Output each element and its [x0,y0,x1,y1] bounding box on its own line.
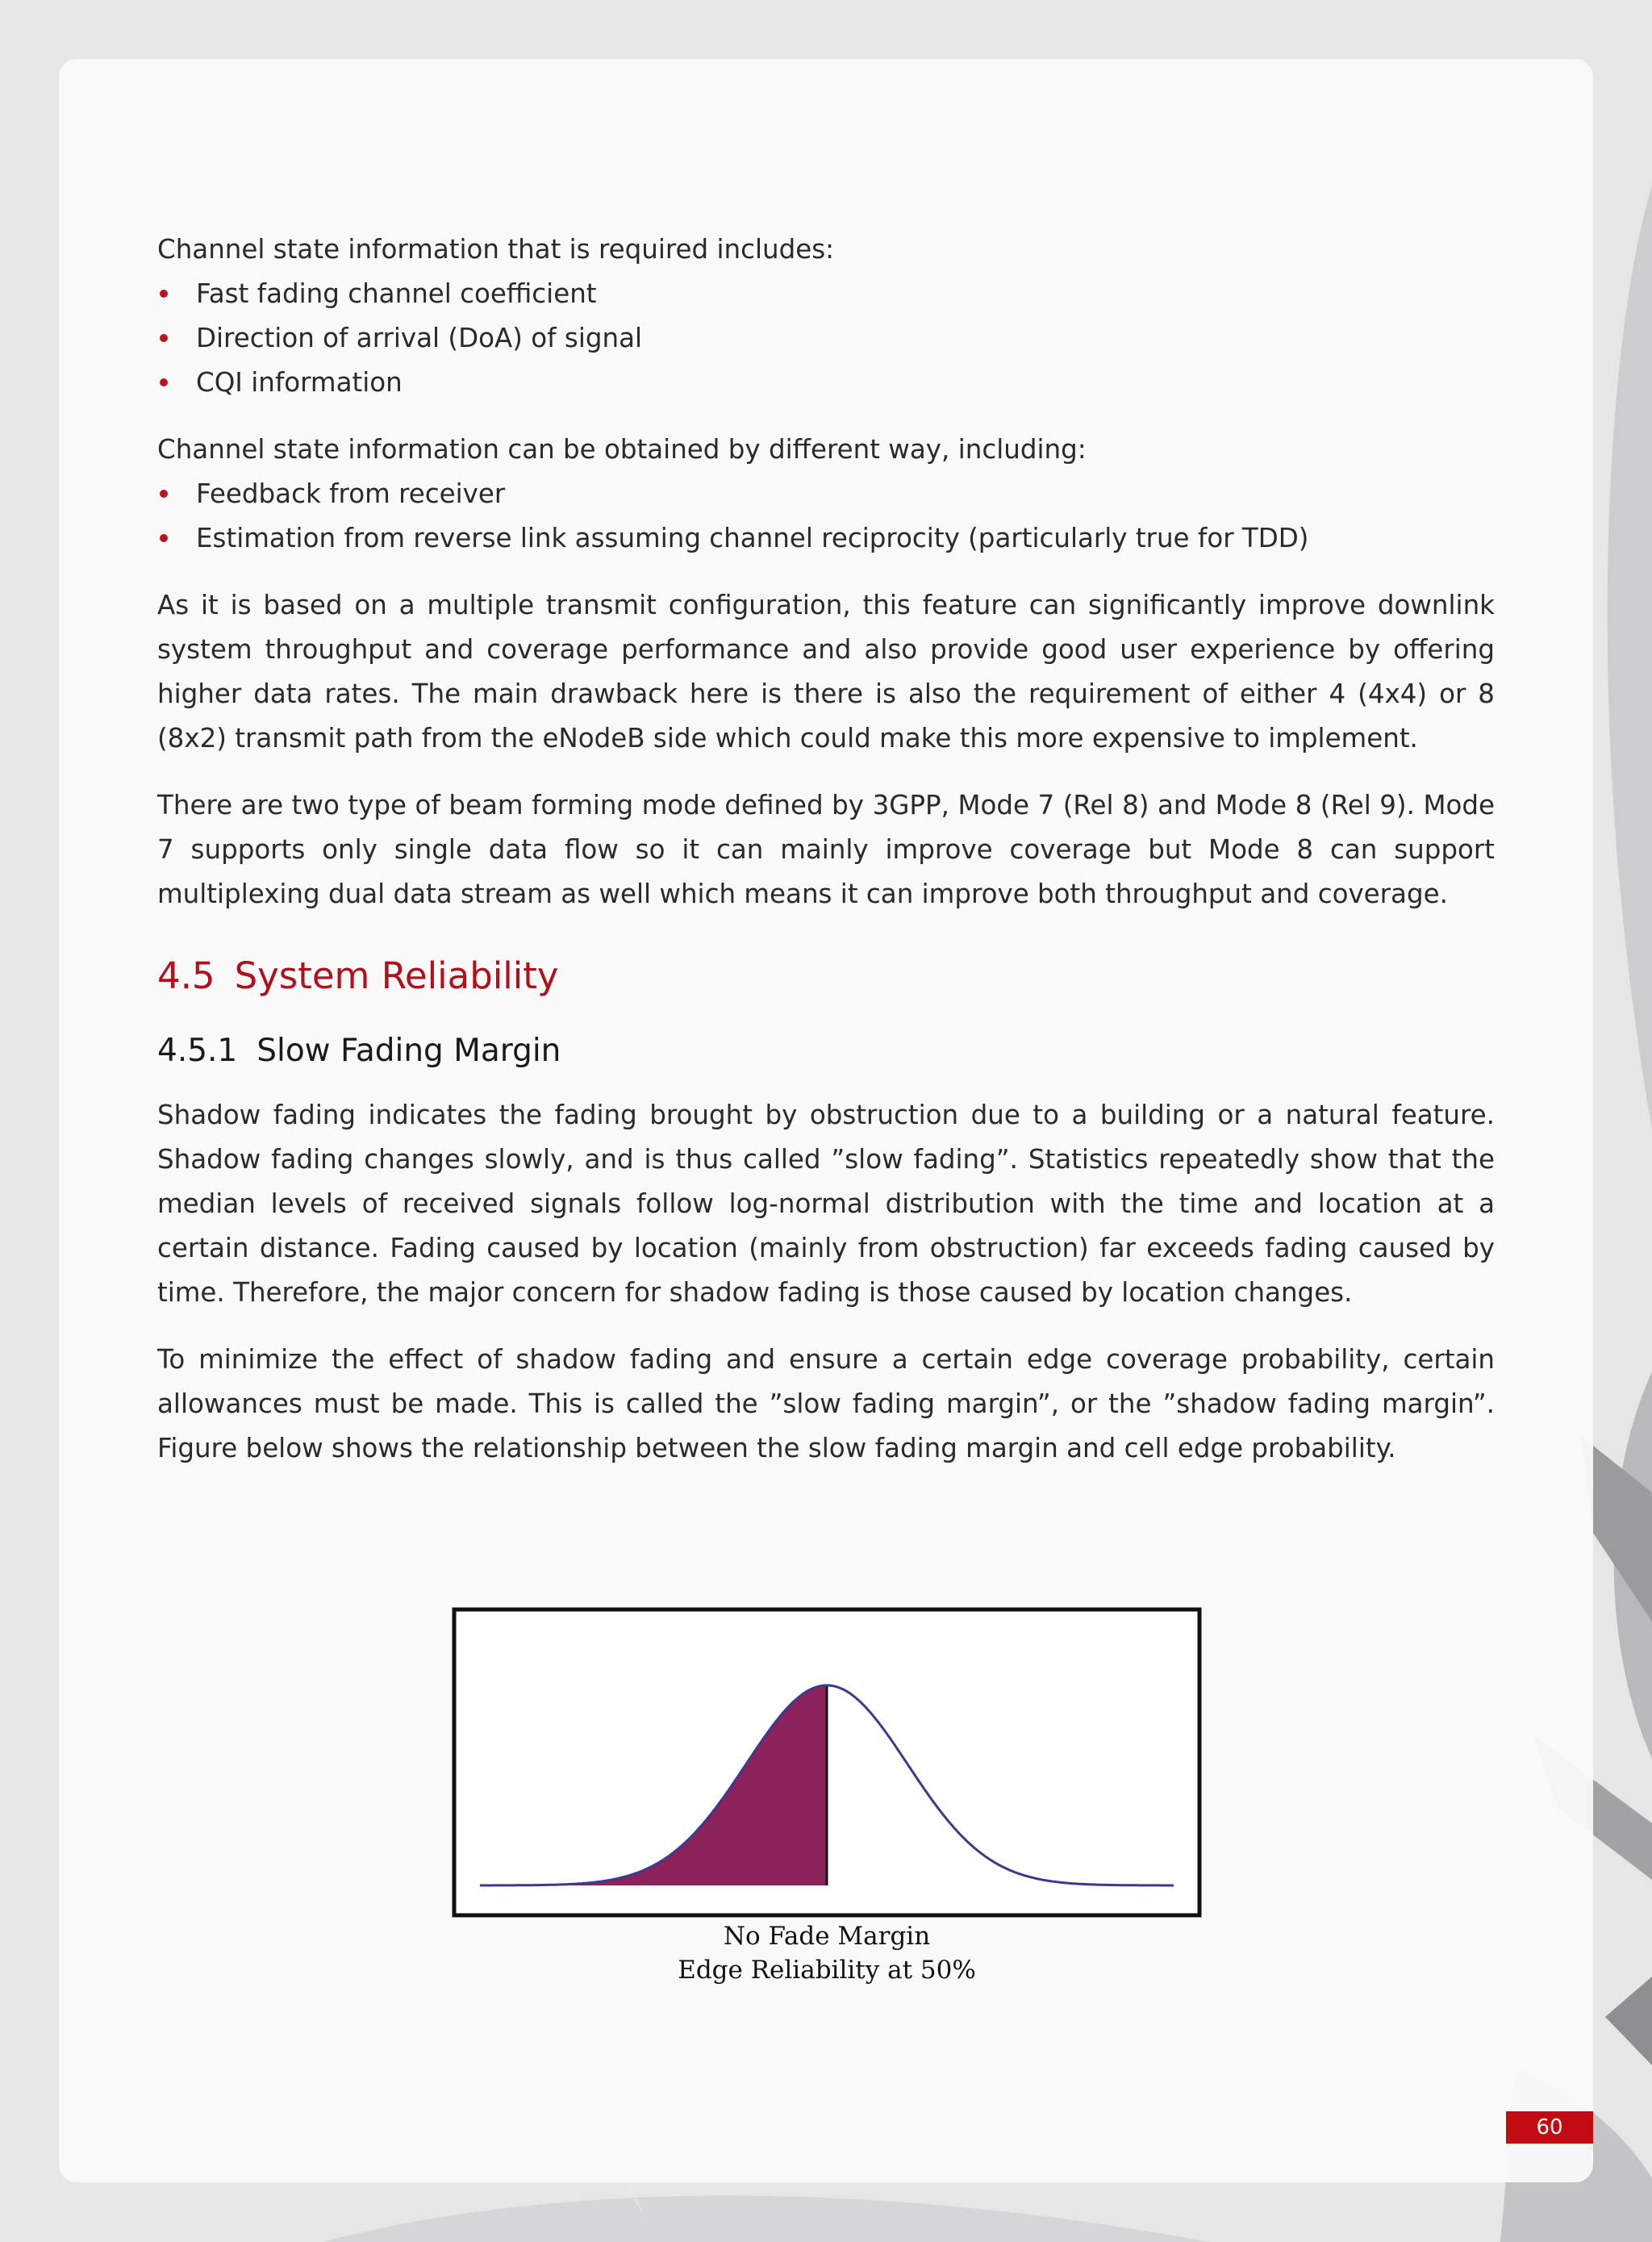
beamforming-modes-paragraph: There are two type of beam forming mode defined by 3GPP, Mode 7 (Rel 8) and Mode 8 (Rel 9). Mode 7 supports only single data flow so it can mainly improve coverage but Mode 8 can support multiplexing dual data stream as well which means it can improve both throughput and coverage. [157,790,1495,909]
normal-distribution-plot [452,1607,1202,1918]
list-item [157,361,1495,405]
bullet-icon [160,334,168,342]
caption-line-2: Edge Reliability at 50% [678,1956,976,1985]
fading-margin-paragraph: To minimize the effect of shadow fading and ensure a certain edge coverage probability, certain allowances must be made. This is called the ”slow fading margin”, or the ”shadow fading margin”. Figure below shows the relationship between the slow fading margin and cell edge probability. [157,1344,1495,1463]
list-item [157,272,1495,316]
subsection-number: 4.5.1 [157,1033,238,1069]
csi-required-heading: Channel state information that is required includes: [157,234,835,265]
bullet-icon [160,290,168,298]
subsection-heading [157,1029,1495,1073]
bullet-icon [160,534,168,542]
csi-obtained-heading: Channel state information can be obtained by different way, including: [157,434,1087,465]
configuration-paragraph: As it is based on a multiple transmit configuration, this feature can significantly improve downlink system throughput and coverage performance and also provide good user experience by offering higher data rates. The main drawback here is there is also the requirement of either 4 (4x4) or 8 (8x2) transmit path from the eNodeB side which could make this more expensive to implement. [157,590,1495,754]
shadow-fading-paragraph: Shadow fading indicates the fading brought by obstruction due to a building or a natural feature. Shadow fading changes slowly, and is thus called ”slow fading”. Statistics repeatedly show that the median levels of received signals follow log-normal distribution with the time and location at a certain distance. Fading caused by location (mainly from obstruction) far exceeds fading caused by time. Therefore, the major concern for shadow fading is those caused by location changes. [157,1100,1495,1308]
list-item-text: Feedback from receiver [196,478,506,509]
section-heading [157,952,1495,1000]
page-number-badge: 60 [1506,2111,1593,2144]
list-item [157,316,1495,361]
caption-line-1: No Fade Margin [723,1922,931,1951]
list-item-text: Direction of arrival (DoA) of signal [196,323,643,353]
figure-caption [452,1919,1202,1987]
page-content [157,228,1495,1471]
list-item [157,516,1495,561]
subsection-title: Slow Fading Margin [257,1033,561,1069]
list-item [157,472,1495,516]
list-item-text: CQI information [196,367,403,398]
fade-margin-figure [452,1607,1202,1987]
list-item-text: Fast fading channel coefficient [196,278,597,309]
csi-required-list [157,272,1495,405]
bullet-icon [160,490,168,498]
list-item-text: Estimation from reverse link assuming channel reciprocity (particularly true for TDD) [196,523,1309,553]
csi-obtained-list [157,472,1495,561]
section-number: 4.5 [157,954,215,997]
section-title: System Reliability [234,954,559,997]
bullet-icon [160,378,168,386]
